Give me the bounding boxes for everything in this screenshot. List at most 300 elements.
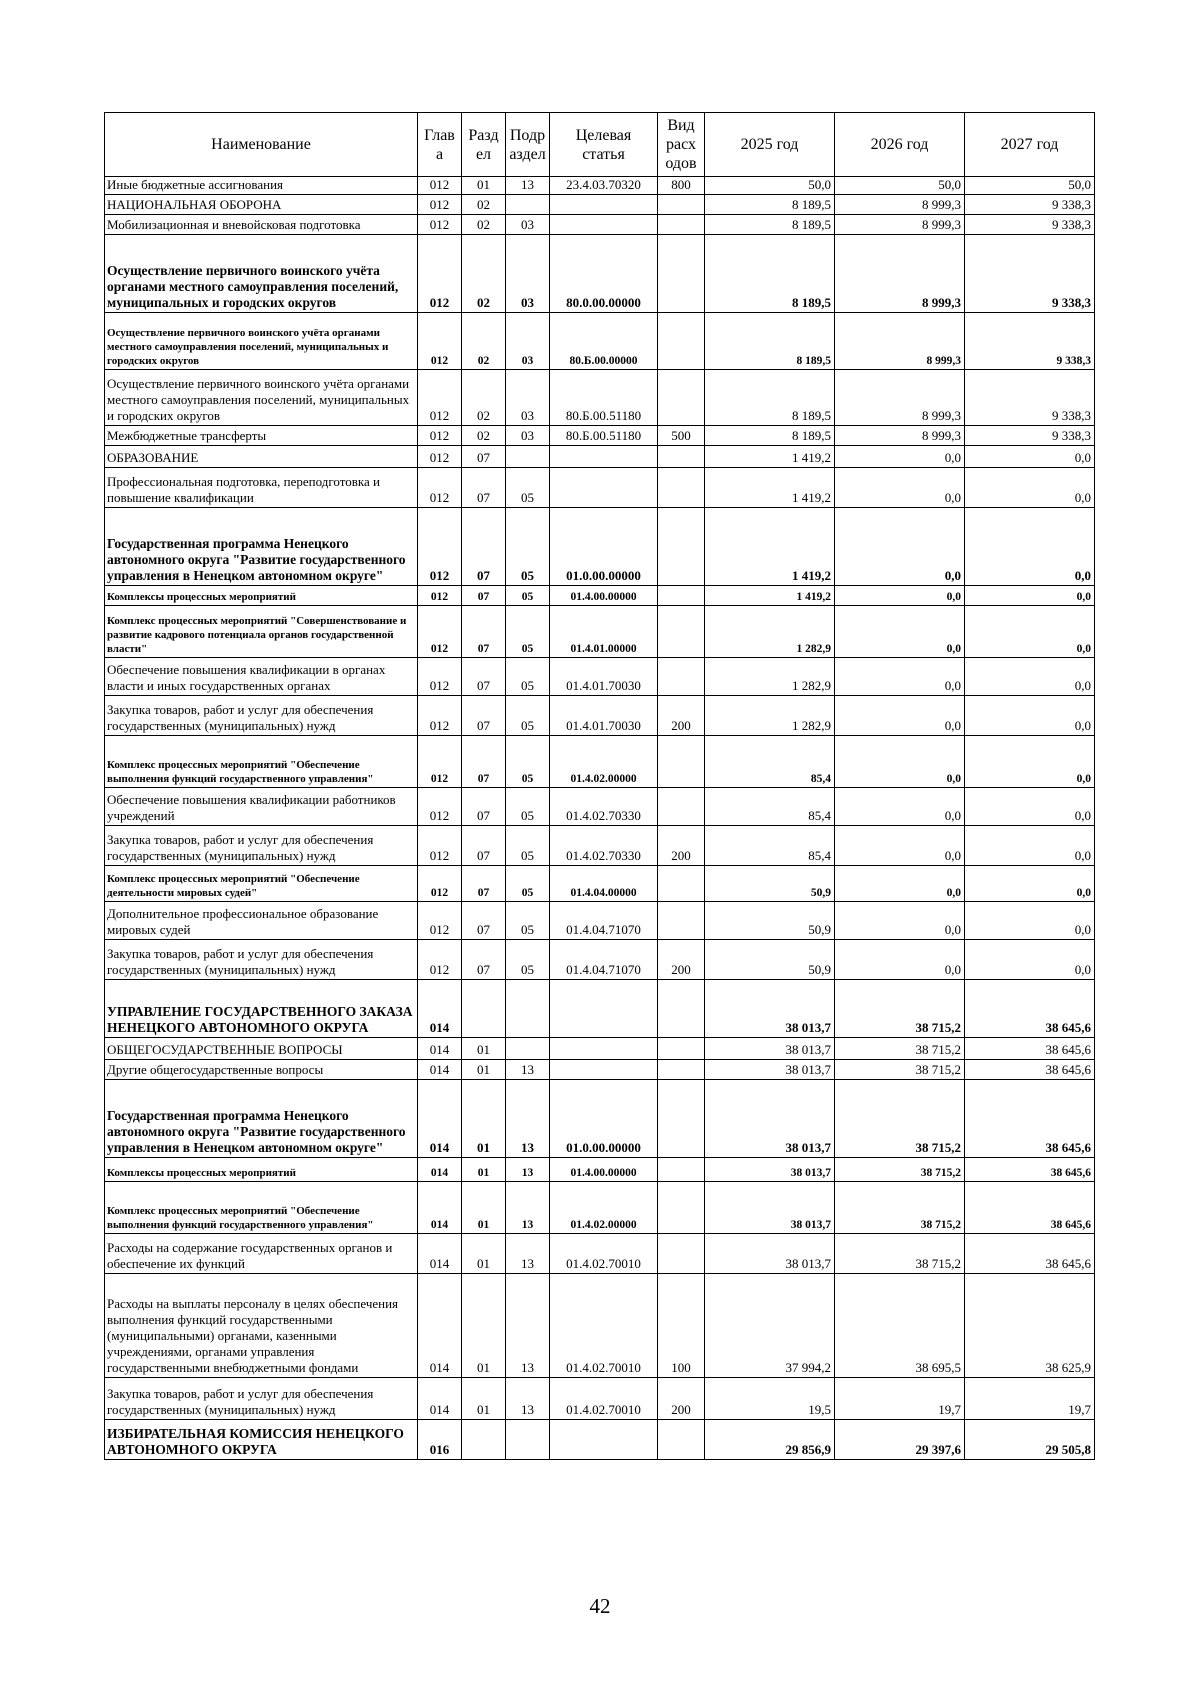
cell-glava: 012 <box>418 195 462 215</box>
cell-2027: 29 505,8 <box>965 1420 1095 1460</box>
cell-glava: 014 <box>418 1182 462 1234</box>
cell-razdel: 07 <box>462 902 506 940</box>
cell-article: 01.4.01.70030 <box>550 696 658 736</box>
cell-vid <box>658 736 705 788</box>
table-row <box>105 215 1095 235</box>
header-podrazdel: Подр аздел <box>506 113 550 177</box>
table-row <box>105 1234 1095 1274</box>
cell-2027: 38 645,6 <box>965 1182 1095 1234</box>
cell-article: 01.4.01.00000 <box>550 606 658 658</box>
cell-razdel <box>462 1420 506 1460</box>
cell-podrazdel <box>506 1038 550 1060</box>
cell-vid <box>658 1182 705 1234</box>
cell-glava: 012 <box>418 606 462 658</box>
cell-glava: 014 <box>418 1234 462 1274</box>
header-2027: 2027 год <box>965 113 1095 177</box>
cell-article: 23.4.03.70320 <box>550 177 658 195</box>
table-row <box>105 1420 1095 1460</box>
cell-2027: 0,0 <box>965 606 1095 658</box>
cell-glava: 014 <box>418 1158 462 1182</box>
cell-razdel: 01 <box>462 177 506 195</box>
cell-2027: 50,0 <box>965 177 1095 195</box>
cell-podrazdel: 05 <box>506 696 550 736</box>
table-row <box>105 788 1095 826</box>
cell-2027: 9 338,3 <box>965 215 1095 235</box>
table-row <box>105 1060 1095 1080</box>
cell-razdel: 07 <box>462 866 506 902</box>
cell-razdel: 07 <box>462 658 506 696</box>
cell-article: 01.4.04.71070 <box>550 940 658 980</box>
cell-2026: 8 999,3 <box>835 313 965 370</box>
header-glava: Глав а <box>418 113 462 177</box>
cell-2027: 0,0 <box>965 696 1095 736</box>
table-row <box>105 195 1095 215</box>
cell-name: Комплекс процессных мероприятий "Обеспечение выполнения функций государственного управления" <box>105 736 418 788</box>
cell-razdel: 07 <box>462 468 506 508</box>
cell-glava: 012 <box>418 866 462 902</box>
cell-article: 01.4.02.70330 <box>550 788 658 826</box>
cell-2025: 8 189,5 <box>705 370 835 426</box>
cell-2025: 38 013,7 <box>705 1060 835 1080</box>
table-row <box>105 980 1095 1038</box>
cell-article <box>550 980 658 1038</box>
cell-2026: 38 715,2 <box>835 1038 965 1060</box>
cell-2026: 38 715,2 <box>835 1234 965 1274</box>
cell-podrazdel: 03 <box>506 215 550 235</box>
cell-razdel: 01 <box>462 1234 506 1274</box>
cell-2027: 0,0 <box>965 940 1095 980</box>
cell-razdel: 01 <box>462 1158 506 1182</box>
cell-podrazdel: 13 <box>506 1158 550 1182</box>
cell-podrazdel: 03 <box>506 235 550 313</box>
cell-2025: 85,4 <box>705 736 835 788</box>
cell-razdel: 02 <box>462 426 506 446</box>
cell-2027: 9 338,3 <box>965 195 1095 215</box>
cell-name: ОБЩЕГОСУДАРСТВЕННЫЕ ВОПРОСЫ <box>105 1038 418 1060</box>
cell-2026: 0,0 <box>835 696 965 736</box>
cell-article <box>550 215 658 235</box>
cell-2026: 38 715,2 <box>835 1080 965 1158</box>
cell-2027: 9 338,3 <box>965 426 1095 446</box>
cell-article <box>550 1060 658 1080</box>
cell-razdel: 02 <box>462 215 506 235</box>
cell-2027: 0,0 <box>965 736 1095 788</box>
table-row <box>105 940 1095 980</box>
cell-razdel: 07 <box>462 606 506 658</box>
cell-glava: 012 <box>418 235 462 313</box>
cell-name: Комплекс процессных мероприятий "Совершенствование и развитие кадрового потенциала органов государственной власти" <box>105 606 418 658</box>
cell-vid <box>658 980 705 1038</box>
cell-glava: 012 <box>418 902 462 940</box>
cell-razdel: 01 <box>462 1038 506 1060</box>
cell-article <box>550 1038 658 1060</box>
cell-article: 80.Б.00.51180 <box>550 370 658 426</box>
cell-glava: 012 <box>418 586 462 606</box>
cell-2026: 0,0 <box>835 468 965 508</box>
table-row <box>105 446 1095 468</box>
cell-name: Обеспечение повышения квалификации в органах власти и иных государственных органах <box>105 658 418 696</box>
budget-table <box>104 112 1095 1460</box>
cell-article: 01.0.00.00000 <box>550 508 658 586</box>
cell-razdel: 07 <box>462 586 506 606</box>
cell-podrazdel: 05 <box>506 468 550 508</box>
cell-glava: 012 <box>418 736 462 788</box>
cell-article: 01.4.04.00000 <box>550 866 658 902</box>
cell-name: Осуществление первичного воинского учёта органами местного самоуправления поселений, муниципальных и городских округов <box>105 235 418 313</box>
cell-podrazdel: 05 <box>506 606 550 658</box>
header-2026: 2026 год <box>835 113 965 177</box>
cell-name: Комплексы процессных мероприятий <box>105 1158 418 1182</box>
cell-vid <box>658 1420 705 1460</box>
cell-2026: 0,0 <box>835 902 965 940</box>
cell-glava: 014 <box>418 1060 462 1080</box>
page-number: 42 <box>589 1594 611 1618</box>
cell-podrazdel: 13 <box>506 177 550 195</box>
cell-2026: 0,0 <box>835 606 965 658</box>
table-row <box>105 177 1095 195</box>
cell-glava: 012 <box>418 426 462 446</box>
cell-podrazdel <box>506 446 550 468</box>
cell-vid: 200 <box>658 940 705 980</box>
cell-2026: 8 999,3 <box>835 426 965 446</box>
cell-name: Закупка товаров, работ и услуг для обеспечения государственных (муниципальных) нужд <box>105 696 418 736</box>
table-row <box>105 1182 1095 1234</box>
cell-podrazdel: 13 <box>506 1080 550 1158</box>
cell-2025: 1 419,2 <box>705 508 835 586</box>
header-name: Наименование <box>105 113 418 177</box>
cell-razdel: 02 <box>462 235 506 313</box>
cell-name: Другие общегосударственные вопросы <box>105 1060 418 1080</box>
cell-2026: 0,0 <box>835 826 965 866</box>
cell-article: 80.0.00.00000 <box>550 235 658 313</box>
cell-2026: 38 695,5 <box>835 1274 965 1378</box>
cell-vid <box>658 866 705 902</box>
cell-2025: 1 419,2 <box>705 446 835 468</box>
cell-razdel: 07 <box>462 446 506 468</box>
cell-name: Обеспечение повышения квалификации работников учреждений <box>105 788 418 826</box>
cell-name: Профессиональная подготовка, переподготовка и повышение квалификации <box>105 468 418 508</box>
table-row <box>105 508 1095 586</box>
cell-article: 80.Б.00.00000 <box>550 313 658 370</box>
table-row <box>105 736 1095 788</box>
cell-glava: 012 <box>418 826 462 866</box>
cell-vid <box>658 788 705 826</box>
cell-2025: 50,0 <box>705 177 835 195</box>
cell-vid: 500 <box>658 426 705 446</box>
cell-2025: 1 282,9 <box>705 606 835 658</box>
cell-article <box>550 446 658 468</box>
cell-article <box>550 195 658 215</box>
cell-2027: 0,0 <box>965 586 1095 606</box>
cell-razdel: 01 <box>462 1378 506 1420</box>
table-row <box>105 1378 1095 1420</box>
cell-2025: 1 419,2 <box>705 586 835 606</box>
cell-2025: 38 013,7 <box>705 1038 835 1060</box>
cell-2025: 37 994,2 <box>705 1274 835 1378</box>
cell-2025: 1 282,9 <box>705 696 835 736</box>
cell-vid <box>658 1158 705 1182</box>
cell-glava: 012 <box>418 940 462 980</box>
table-row <box>105 426 1095 446</box>
table-row <box>105 658 1095 696</box>
table-row <box>105 1158 1095 1182</box>
cell-2026: 0,0 <box>835 866 965 902</box>
cell-name: Расходы на выплаты персоналу в целях обеспечения выполнения функций государственными (муниципальными) органами, казенными учреждениями, органами управления государственными внебюджетными фондами <box>105 1274 418 1378</box>
cell-2025: 19,5 <box>705 1378 835 1420</box>
cell-razdel: 02 <box>462 313 506 370</box>
cell-podrazdel: 05 <box>506 788 550 826</box>
table-row <box>105 1274 1095 1378</box>
cell-2025: 8 189,5 <box>705 313 835 370</box>
table-row <box>105 313 1095 370</box>
cell-name: Мобилизационная и вневойсковая подготовка <box>105 215 418 235</box>
cell-podrazdel: 13 <box>506 1234 550 1274</box>
cell-2025: 29 856,9 <box>705 1420 835 1460</box>
cell-vid <box>658 1038 705 1060</box>
cell-name: Иные бюджетные ассигнования <box>105 177 418 195</box>
cell-name: Комплекс процессных мероприятий "Обеспечение деятельности мировых судей" <box>105 866 418 902</box>
header-razdel: Разд ел <box>462 113 506 177</box>
cell-podrazdel: 03 <box>506 313 550 370</box>
cell-razdel: 01 <box>462 1060 506 1080</box>
cell-podrazdel <box>506 980 550 1038</box>
cell-name: Комплексы процессных мероприятий <box>105 586 418 606</box>
cell-vid <box>658 606 705 658</box>
cell-podrazdel: 13 <box>506 1060 550 1080</box>
cell-podrazdel: 05 <box>506 826 550 866</box>
cell-2025: 38 013,7 <box>705 1080 835 1158</box>
cell-glava: 014 <box>418 980 462 1038</box>
cell-2026: 38 715,2 <box>835 1182 965 1234</box>
cell-vid <box>658 446 705 468</box>
cell-podrazdel: 05 <box>506 508 550 586</box>
cell-2027: 0,0 <box>965 902 1095 940</box>
table-row <box>105 468 1095 508</box>
cell-vid: 200 <box>658 1378 705 1420</box>
cell-name: ИЗБИРАТЕЛЬНАЯ КОМИССИЯ НЕНЕЦКОГО АВТОНОМНОГО ОКРУГА <box>105 1420 418 1460</box>
table-header-row <box>105 113 1095 177</box>
cell-glava: 012 <box>418 696 462 736</box>
cell-2027: 38 645,6 <box>965 980 1095 1038</box>
cell-vid <box>658 370 705 426</box>
cell-2027: 9 338,3 <box>965 235 1095 313</box>
cell-2026: 8 999,3 <box>835 195 965 215</box>
cell-article: 01.4.01.70030 <box>550 658 658 696</box>
cell-vid <box>658 586 705 606</box>
cell-podrazdel: 05 <box>506 866 550 902</box>
cell-glava: 012 <box>418 177 462 195</box>
cell-podrazdel: 05 <box>506 902 550 940</box>
cell-article: 01.4.04.71070 <box>550 902 658 940</box>
cell-vid <box>658 1080 705 1158</box>
cell-podrazdel: 13 <box>506 1274 550 1378</box>
cell-razdel: 02 <box>462 195 506 215</box>
cell-2025: 50,9 <box>705 902 835 940</box>
cell-2027: 38 645,6 <box>965 1234 1095 1274</box>
cell-glava: 012 <box>418 508 462 586</box>
table-row <box>105 606 1095 658</box>
cell-2025: 1 282,9 <box>705 658 835 696</box>
cell-razdel: 01 <box>462 1182 506 1234</box>
cell-name: УПРАВЛЕНИЕ ГОСУДАРСТВЕННОГО ЗАКАЗА НЕНЕЦКОГО АВТОНОМНОГО ОКРУГА <box>105 980 418 1038</box>
cell-2025: 50,9 <box>705 940 835 980</box>
cell-2025: 38 013,7 <box>705 1182 835 1234</box>
cell-glava: 014 <box>418 1378 462 1420</box>
cell-razdel: 07 <box>462 940 506 980</box>
cell-glava: 014 <box>418 1080 462 1158</box>
cell-2026: 0,0 <box>835 658 965 696</box>
cell-2026: 0,0 <box>835 586 965 606</box>
cell-glava: 012 <box>418 468 462 508</box>
cell-name: Осуществление первичного воинского учёта органами местного самоуправления поселений, муниципальных и городских округов <box>105 370 418 426</box>
cell-2026: 50,0 <box>835 177 965 195</box>
cell-2027: 38 645,6 <box>965 1060 1095 1080</box>
cell-razdel <box>462 980 506 1038</box>
cell-vid <box>658 235 705 313</box>
cell-glava: 012 <box>418 313 462 370</box>
cell-vid <box>658 313 705 370</box>
cell-2027: 0,0 <box>965 468 1095 508</box>
cell-vid <box>658 658 705 696</box>
cell-glava: 014 <box>418 1274 462 1378</box>
cell-2026: 0,0 <box>835 446 965 468</box>
cell-razdel: 01 <box>462 1274 506 1378</box>
cell-2027: 0,0 <box>965 788 1095 826</box>
cell-name: Закупка товаров, работ и услуг для обеспечения государственных (муниципальных) нужд <box>105 1378 418 1420</box>
cell-vid: 200 <box>658 696 705 736</box>
cell-name: НАЦИОНАЛЬНАЯ ОБОРОНА <box>105 195 418 215</box>
table-row <box>105 1080 1095 1158</box>
cell-article: 80.Б.00.51180 <box>550 426 658 446</box>
table-row <box>105 826 1095 866</box>
cell-article: 01.4.02.70010 <box>550 1378 658 1420</box>
table-row <box>105 902 1095 940</box>
cell-vid: 800 <box>658 177 705 195</box>
cell-vid: 100 <box>658 1274 705 1378</box>
cell-2027: 9 338,3 <box>965 313 1095 370</box>
cell-name: Государственная программа Ненецкого автономного округа "Развитие государственного управления в Ненецком автономном округе" <box>105 1080 418 1158</box>
cell-vid <box>658 468 705 508</box>
header-article: Целевая статья <box>550 113 658 177</box>
cell-article <box>550 468 658 508</box>
cell-2026: 38 715,2 <box>835 1158 965 1182</box>
cell-name: Осуществление первичного воинского учёта органами местного самоуправления поселений, муниципальных и городских округов <box>105 313 418 370</box>
cell-podrazdel: 05 <box>506 586 550 606</box>
cell-name: ОБРАЗОВАНИЕ <box>105 446 418 468</box>
cell-2026: 0,0 <box>835 940 965 980</box>
cell-glava: 016 <box>418 1420 462 1460</box>
cell-vid <box>658 902 705 940</box>
cell-article: 01.4.02.00000 <box>550 736 658 788</box>
cell-podrazdel: 05 <box>506 658 550 696</box>
cell-glava: 012 <box>418 658 462 696</box>
cell-2026: 0,0 <box>835 788 965 826</box>
cell-2027: 0,0 <box>965 826 1095 866</box>
table-row <box>105 866 1095 902</box>
cell-2026: 38 715,2 <box>835 1060 965 1080</box>
header-2025: 2025 год <box>705 113 835 177</box>
cell-article: 01.4.02.70330 <box>550 826 658 866</box>
cell-2025: 38 013,7 <box>705 1158 835 1182</box>
cell-name: Межбюджетные трансферты <box>105 426 418 446</box>
cell-2027: 0,0 <box>965 658 1095 696</box>
cell-2026: 0,0 <box>835 736 965 788</box>
cell-razdel: 07 <box>462 826 506 866</box>
cell-razdel: 07 <box>462 508 506 586</box>
table-row <box>105 370 1095 426</box>
cell-2025: 85,4 <box>705 826 835 866</box>
cell-2026: 8 999,3 <box>835 215 965 235</box>
cell-razdel: 01 <box>462 1080 506 1158</box>
cell-podrazdel: 13 <box>506 1378 550 1420</box>
table-row <box>105 1038 1095 1060</box>
cell-2025: 8 189,5 <box>705 235 835 313</box>
table-row <box>105 235 1095 313</box>
cell-vid <box>658 1234 705 1274</box>
cell-podrazdel: 05 <box>506 940 550 980</box>
cell-glava: 012 <box>418 788 462 826</box>
cell-2026: 38 715,2 <box>835 980 965 1038</box>
cell-name: Расходы на содержание государственных органов и обеспечение их функций <box>105 1234 418 1274</box>
cell-2025: 8 189,5 <box>705 426 835 446</box>
cell-2027: 38 645,6 <box>965 1158 1095 1182</box>
cell-glava: 012 <box>418 215 462 235</box>
cell-podrazdel: 13 <box>506 1182 550 1234</box>
cell-glava: 012 <box>418 446 462 468</box>
cell-2025: 1 419,2 <box>705 468 835 508</box>
cell-article: 01.0.00.00000 <box>550 1080 658 1158</box>
cell-2026: 29 397,6 <box>835 1420 965 1460</box>
cell-2026: 8 999,3 <box>835 235 965 313</box>
cell-glava: 014 <box>418 1038 462 1060</box>
cell-2026: 0,0 <box>835 508 965 586</box>
cell-vid <box>658 215 705 235</box>
cell-podrazdel: 05 <box>506 736 550 788</box>
cell-2027: 9 338,3 <box>965 370 1095 426</box>
cell-article <box>550 1420 658 1460</box>
table-row <box>105 586 1095 606</box>
cell-2025: 50,9 <box>705 866 835 902</box>
cell-glava: 012 <box>418 370 462 426</box>
cell-name: Комплекс процессных мероприятий "Обеспечение выполнения функций государственного управления" <box>105 1182 418 1234</box>
cell-article: 01.4.00.00000 <box>550 586 658 606</box>
cell-2027: 19,7 <box>965 1378 1095 1420</box>
cell-razdel: 07 <box>462 788 506 826</box>
cell-2025: 85,4 <box>705 788 835 826</box>
cell-2025: 8 189,5 <box>705 195 835 215</box>
cell-name: Закупка товаров, работ и услуг для обеспечения государственных (муниципальных) нужд <box>105 826 418 866</box>
header-vid: Вид расх одов <box>658 113 705 177</box>
cell-2027: 38 625,9 <box>965 1274 1095 1378</box>
cell-razdel: 02 <box>462 370 506 426</box>
cell-razdel: 07 <box>462 736 506 788</box>
cell-2026: 19,7 <box>835 1378 965 1420</box>
cell-vid: 200 <box>658 826 705 866</box>
cell-2027: 0,0 <box>965 508 1095 586</box>
cell-2027: 38 645,6 <box>965 1080 1095 1158</box>
cell-vid <box>658 1060 705 1080</box>
cell-2027: 0,0 <box>965 866 1095 902</box>
cell-2025: 38 013,7 <box>705 1234 835 1274</box>
cell-2025: 38 013,7 <box>705 980 835 1038</box>
cell-article: 01.4.02.00000 <box>550 1182 658 1234</box>
cell-2025: 8 189,5 <box>705 215 835 235</box>
cell-vid <box>658 195 705 215</box>
cell-2026: 8 999,3 <box>835 370 965 426</box>
cell-vid <box>658 508 705 586</box>
cell-2027: 38 645,6 <box>965 1038 1095 1060</box>
cell-podrazdel: 03 <box>506 426 550 446</box>
